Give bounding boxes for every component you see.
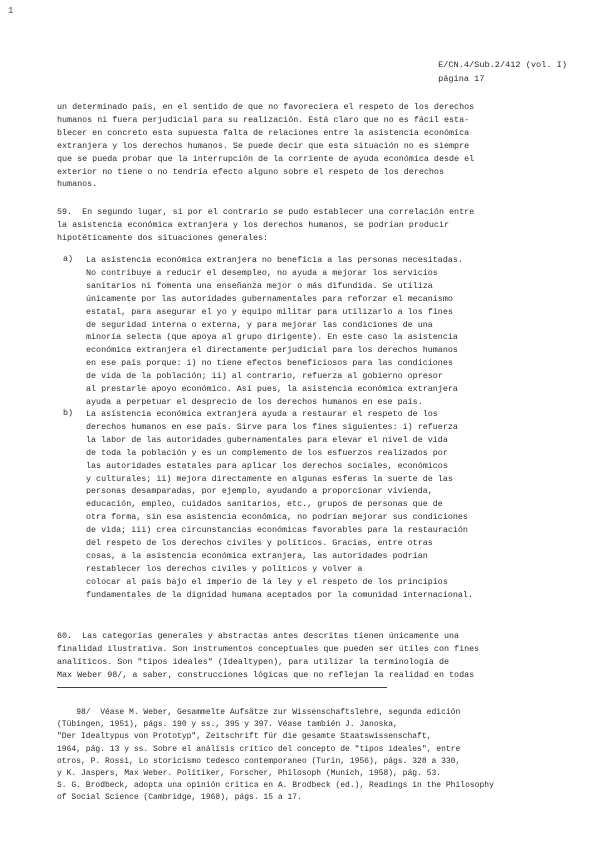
intro-paragraph	[57, 101, 474, 191]
text-line: que se pueda probar que la interrupción de la corriente de ayuda económica desde el	[57, 153, 475, 164]
text-line: analíticos. Son "tipos ideales" (Idealtypen), para utilizar la terminología de	[57, 656, 450, 667]
text-line: finalidad ilustrativa. Son instrumentos conceptuales que pueden ser útiles con fines	[57, 643, 480, 654]
text-line: un determinado país, en el sentido de que no favoreciera el respeto de los derechos	[57, 102, 475, 112]
text-line: La asistencia económica extranjera ayuda a restaurar el respeto de los	[86, 409, 438, 419]
text-line: minoría selecta (que apoya al grupo dirigente). En este caso la asistencia	[86, 332, 458, 343]
text-line: humanos ni fuera perjudicial para su realización. Está claro que no es fácil esta-	[57, 114, 470, 125]
text-line: del respeto de los derechos civiles y políticos. Gracias, entre otras	[86, 538, 433, 549]
text-line: cosas, a la asistencia económica extranjera, las autoridades podrían	[86, 550, 428, 561]
text-line: sanitarios ni fomenta una enseñanza mejor o más difundida. Se utiliza	[86, 280, 433, 291]
page-header	[438, 58, 567, 86]
item-b-label: b)	[63, 408, 74, 418]
text-line: de seguridad interna o externa, y para mejorar las condiciones de una	[86, 319, 433, 330]
text-line: 60. Las categorías generales y abstractas antes descritas tienen únicamente una	[57, 631, 460, 641]
text-line: 98/ Véase M. Weber, Gesammelte Aufsätze zur Wissenschaftslehre, segunda edición	[57, 708, 461, 717]
text-line: S. G. Brodbeck, adopta una opinión crítica en A. Brodbeck (ed.), Readings in the Philosophy	[57, 781, 494, 791]
text-line: económica extranjera el directamente perjudicial para los derechos humanos	[86, 345, 458, 356]
text-line: colocar al país bajo el imperio de la ley y el respeto de los principios	[86, 576, 448, 587]
item-a-label: a)	[63, 254, 74, 264]
text-line: educación, empleo, cuidados sanitarios, etc., grupos de personas que de	[86, 499, 443, 510]
text-line: en ese país porque: i) no tiene efectos beneficiosos para las condiciones	[86, 358, 453, 369]
text-line: las autoridades estatales para aplicar los derechos sociales, económicos	[86, 460, 448, 471]
text-line: de vida; iii) crea circunstancias económicas favorables para la restauración	[86, 525, 468, 536]
text-line: y K. Jaspers, Max Weber. Politiker, Forscher, Philosoph (Munich, 1958), pág. 53.	[57, 769, 442, 779]
text-line: de vida de la población; ii) al contrario, refuerza al gobierno opresor	[86, 371, 443, 382]
corner-mark: 1	[8, 6, 14, 16]
paragraph-59	[57, 206, 474, 245]
page-number: página 17	[438, 74, 485, 84]
text-line: hipotéticamente dos situaciones generales:	[57, 232, 269, 243]
text-line: of Social Science (Cambridge, 1968), págs. 15 a 17.	[57, 793, 302, 803]
text-line: "Der Idealtypus von Prototyp", Zeitschrift für die gesamte Staatswissenschaft,	[57, 732, 432, 742]
text-line: restablecer los derechos civiles y políticos y volver a	[86, 563, 363, 574]
item-b-text	[86, 408, 473, 602]
text-line: otros, P. Rossi, Lo storicismo tedesco contemporaneo (Turín, 1956), págs. 328 a 330,	[57, 756, 461, 766]
item-a-text	[86, 254, 463, 409]
text-line: ayuda a perpetuar el desprecio de los derechos humanos en ese país.	[86, 396, 423, 407]
text-line: al prestarle apoyo económico. Así pues, la asistencia económica extranjera	[86, 384, 458, 395]
text-line: de toda la población y es un complemento de los esfuerzos realizados por	[86, 447, 448, 458]
text-line: y culturales; ii) mejora directamente en algunas esferas la suerte de las	[86, 473, 453, 484]
text-line: únicamente por las autoridades gubernamentales para reforzar el mecanismo	[86, 293, 453, 304]
text-line: 1964, pág. 13 y ss. Sobre el análisis crítico del concepto de "tipos ideales", entre	[57, 744, 461, 754]
text-line: derechos humanos en ese país. Sirve para los fines siguientes: i) refuerza	[86, 421, 458, 432]
text-line: (Tübingen, 1951), págs. 190 y ss., 395 y 397. Véase también J. Janoska,	[57, 720, 398, 730]
text-line: blecer en concreto esta supuesta falta de relaciones entre la asistencia económica	[57, 127, 470, 138]
text-line: humanos.	[57, 179, 98, 190]
text-line: La asistencia económica extranjera no beneficia a las personas necesitadas.	[86, 255, 463, 265]
footnote-divider	[57, 687, 387, 688]
text-line: estatal, para asegurar el yo y equipo militar para utilizarlo a los fines	[86, 306, 453, 317]
text-line: exterior no tiene o no tendría efecto alguno sobre el respeto de los derechos	[57, 166, 444, 177]
text-line: la asistencia económica extranjera y los derechos humanos, se podrían producir	[57, 219, 450, 230]
text-line: personas desamparadas, por ejemplo, ayudando a proporcionar vivienda,	[86, 486, 433, 497]
paragraph-60	[57, 630, 479, 682]
text-line: fundamentales de la dignidad humana aceptados por la comunidad internacional.	[86, 589, 473, 600]
document-reference: E/CN.4/Sub.2/412 (vol. I)	[438, 60, 567, 70]
text-line: No contribuye a reducir el desempleo, no ayuda a mejorar los servicios	[86, 267, 438, 278]
text-line: 59. En segundo lugar, si por el contrario se pudo establecer una correlación entre	[57, 207, 475, 217]
text-line: otra forma, sin esa asistencia económica, no podrían mejorar sus condiciones	[86, 512, 468, 523]
text-line: Max Weber 98/, a saber, construcciones lógicas que no reflejan la realidad en todas	[57, 669, 475, 680]
footnote-98	[57, 707, 494, 805]
text-line: la labor de las autoridades gubernamentales para elevar el nivel de vida	[86, 434, 448, 445]
text-line: extranjera y los derechos humanos. Se puede decir que esta situación no es siempre	[57, 140, 470, 151]
